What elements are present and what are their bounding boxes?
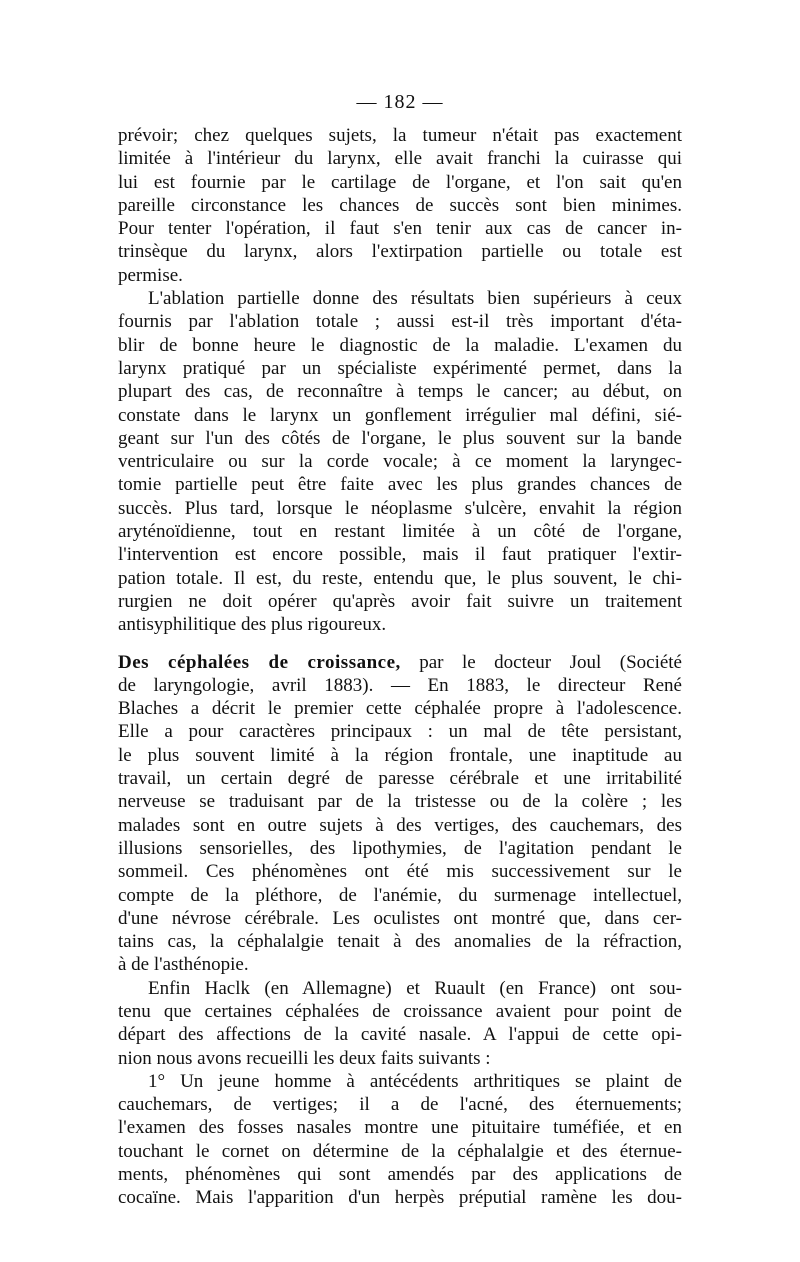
text-line: compte de la pléthore, de l'anémie, du surmenage intellectuel, [118,884,682,906]
text-line: Pour tenter l'opération, il faut s'en tenir aux cas de cancer in- [118,218,682,240]
text-line: touchant le cornet on détermine de la céphalalgie et des éternue- [118,1140,682,1162]
text-line: le plus souvent limité à la région frontale, une inaptitude au [118,744,682,766]
text-line: Elle a pour caractères principaux : un mal de tête persistant, [118,721,682,743]
text-line: fournis par l'ablation totale ; aussi est-il très important d'éta- [118,311,682,333]
text-line: lui est fournie par le cartilage de l'organe, et l'on sait qu'en [118,171,682,193]
text-line: d'une névrose cérébrale. Les oculistes ont montré que, dans cer- [118,907,682,929]
text-line: à de l'asthénopie. [118,954,249,976]
text-line: départ des affections de la cavité nasale. A l'appui de cette opi- [118,1024,682,1046]
text-line: constate dans le larynx un gonflement irrégulier mal défini, sié- [118,404,682,426]
text-line: cocaïne. Mais l'apparition d'un herpès préputial ramène les dou- [118,1187,682,1209]
text-line: tenu que certaines céphalées de croissance avaient pour point de [118,1000,682,1022]
text-line: prévoir; chez quelques sujets, la tumeur n'était pas exactement [118,125,682,146]
paragraph-1 [118,124,682,287]
text-line: pareille circonstance les chances de succès sont bien minimes. [118,194,682,216]
text-line: antisyphilitique des plus rigoureux. [118,614,387,636]
text-line: ventriculaire ou sur la corde vocale; à ce moment la laryngec- [118,451,682,473]
section-gap [118,637,682,651]
text-line: illusions sensorielles, des lipothymies, de l'agitation pendant le [118,837,682,859]
heading-line-rest: par le docteur Joul (Société [419,651,682,673]
text-line: blir de bonne heure le diagnostic de la maladie. L'examen du [118,334,682,356]
text-line: limitée à l'intérieur du larynx, elle avait franchi la cuirasse qui [118,148,682,170]
text-line: plupart des cas, de reconnaître à temps le cancer; au début, on [118,381,682,403]
text-line: nerveuse se traduisant par de la tristesse ou de la colère ; les [118,791,682,813]
text-line: Enfin Haclk (en Allemagne) et Ruault (en France) ont sou- [148,977,682,999]
text-line: nion nous avons recueilli les deux faits suivants : [118,1047,491,1069]
text-line: de laryngologie, avril 1883). — En 1883, le directeur René [118,674,682,696]
text-line: l'intervention est encore possible, mais il faut pratiquer l'extir- [118,544,682,566]
text-line [118,651,682,674]
text-line: tomie partielle peut être faite avec les plus grandes chances de [118,474,682,496]
document-page [118,88,682,1210]
text-line: l'examen des fosses nasales montre une pituitaire tuméfiée, et en [118,1117,682,1139]
text-line: trinsèque du larynx, alors l'extirpation partielle ou totale est [118,241,682,263]
section-heading: Des céphalées de croissance, [118,651,401,673]
text-line: cauchemars, de vertiges; il a de l'acné, des éternuements; [118,1094,682,1116]
paragraph-4 [118,977,682,1070]
text-line: travail, un certain degré de paresse cérébrale et une irritabilité [118,768,682,790]
text-line: L'ablation partielle donne des résultats bien supérieurs à ceux [148,288,682,310]
text-line: 1° Un jeune homme à antécédents arthritiques se plaint de [148,1070,682,1092]
text-line: malades sont en outre sujets à des vertiges, des cauchemars, des [118,814,682,836]
text-line: aryténoïdienne, tout en restant limitée à un côté de l'organe, [118,521,682,543]
text-line: permise. [118,264,183,286]
text-line: succès. Plus tard, lorsque le néoplasme s'ulcère, envahit la région [118,497,682,519]
paragraph-5 [118,1070,682,1210]
text-line: Blaches a décrit le premier cette céphalée propre à l'adolescence. [118,698,682,720]
text-line: pation totale. Il est, du reste, entendu que, le plus souvent, le chi- [118,567,682,589]
text-line: ments, phénomènes qui sont amendés par des applications de [118,1164,682,1186]
text-line: rurgien ne doit opérer qu'après avoir fait suivre un traitement [118,590,682,612]
paragraph-3 [118,651,682,977]
text-line: sommeil. Ces phénomènes ont été mis successivement sur le [118,861,682,883]
text-line: larynx pratiqué par un spécialiste expérimenté permet, dans la [118,357,682,379]
paragraph-2 [118,287,682,636]
text-line: tains cas, la céphalalgie tenait à des anomalies de la réfraction, [118,931,682,953]
text-line: geant sur l'un des côtés de l'organe, le plus souvent sur la bande [118,427,682,449]
page-number: — 182 — [356,91,444,113]
